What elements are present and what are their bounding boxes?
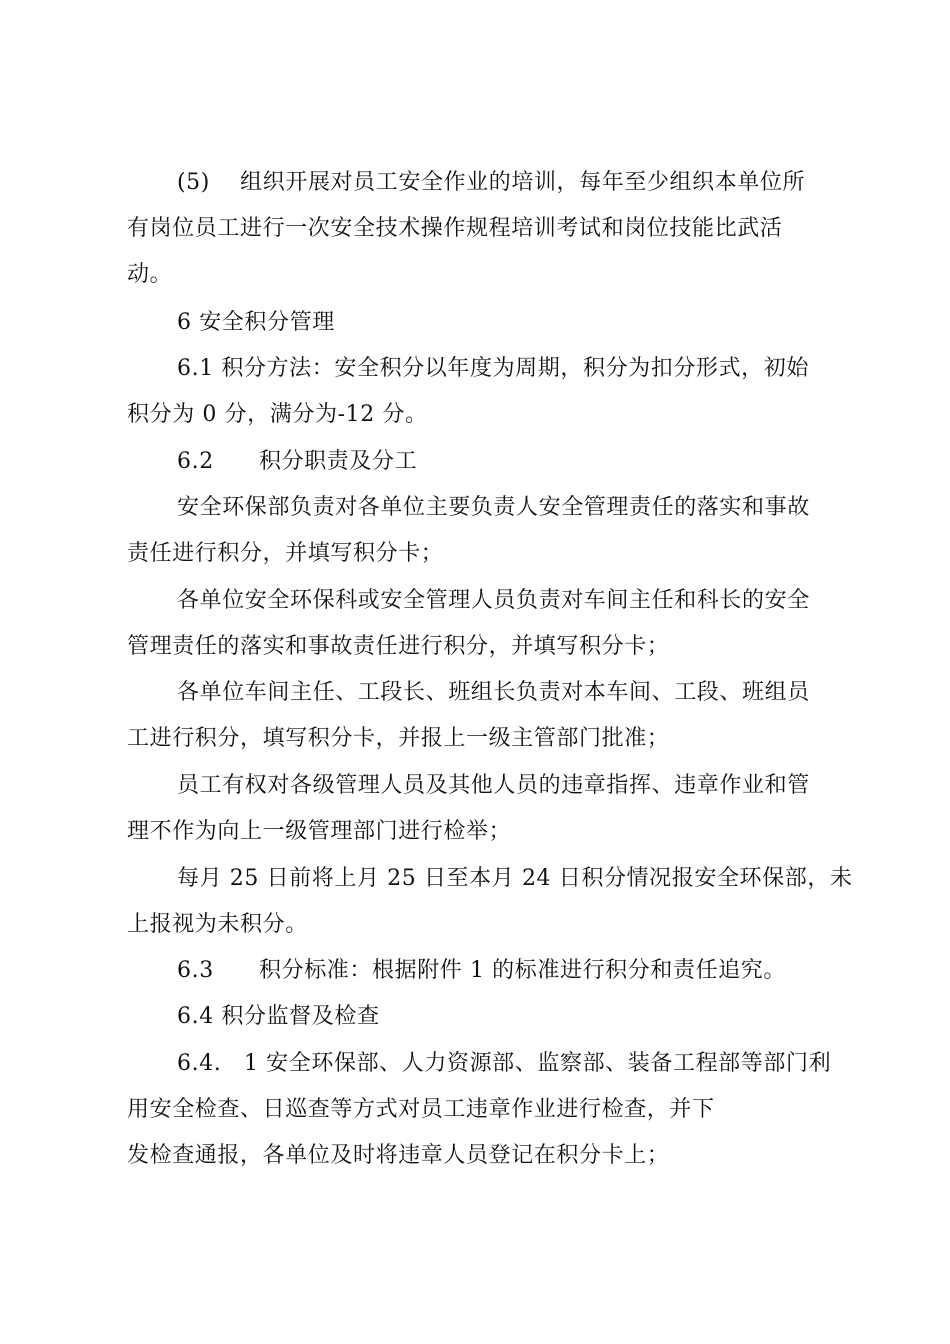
subsection-heading: 6.3 积分标准：根据附件 1 的标准进行积分和责任追究。 [177, 958, 786, 983]
text-line: 发检查通报，各单位及时将违章人员登记在积分卡上； [127, 1143, 670, 1168]
text-line: 管理责任的落实和事故责任进行积分，并填写积分卡； [127, 634, 670, 659]
text-line: 责任进行积分，并填写积分卡； [127, 541, 444, 566]
section-heading: 6 安全积分管理 [177, 310, 335, 335]
text-line: 6.4. 1 安全环保部、人力资源部、监察部、装备工程部等部门利 [177, 1051, 832, 1076]
text-line: 每月 25 日前将上月 25 日至本月 24 日积分情况报安全环保部，未 [177, 866, 853, 891]
text-line: (5) 组织开展对员工安全作业的培训，每年至少组织本单位所 [177, 170, 806, 195]
text-line: 工进行积分，填写积分卡，并报上一级主管部门批准； [127, 726, 670, 751]
text-line: 理不作为向上一级管理部门进行检举； [127, 819, 512, 844]
text-line: 安全环保部负责对各单位主要负责人安全管理责任的落实和事故 [177, 495, 810, 520]
subsection-heading: 6.2 积分职责及分工 [177, 449, 418, 474]
text-line: 动。 [127, 262, 173, 287]
subsection-heading: 6.4 积分监督及检查 [177, 1004, 380, 1029]
text-line: 有岗位员工进行一次安全技术操作规程培训考试和岗位技能比武活 [127, 216, 783, 241]
text-line: 用安全检查、日巡查等方式对员工违章作业进行检查，并下 [127, 1097, 715, 1122]
text-line: 员工有权对各级管理人员及其他人员的违章指挥、违章作业和管 [177, 773, 810, 798]
text-line: 积分为 0 分，满分为-12 分。 [127, 402, 428, 427]
text-line: 上报视为未积分。 [127, 912, 308, 937]
text-line: 6.1 积分方法：安全积分以年度为周期，积分为扣分形式，初始 [177, 356, 809, 381]
text-line: 各单位安全环保科或安全管理人员负责对车间主任和科长的安全 [177, 588, 810, 613]
text-line: 各单位车间主任、工段长、班组长负责对本车间、工段、班组员 [177, 680, 810, 705]
